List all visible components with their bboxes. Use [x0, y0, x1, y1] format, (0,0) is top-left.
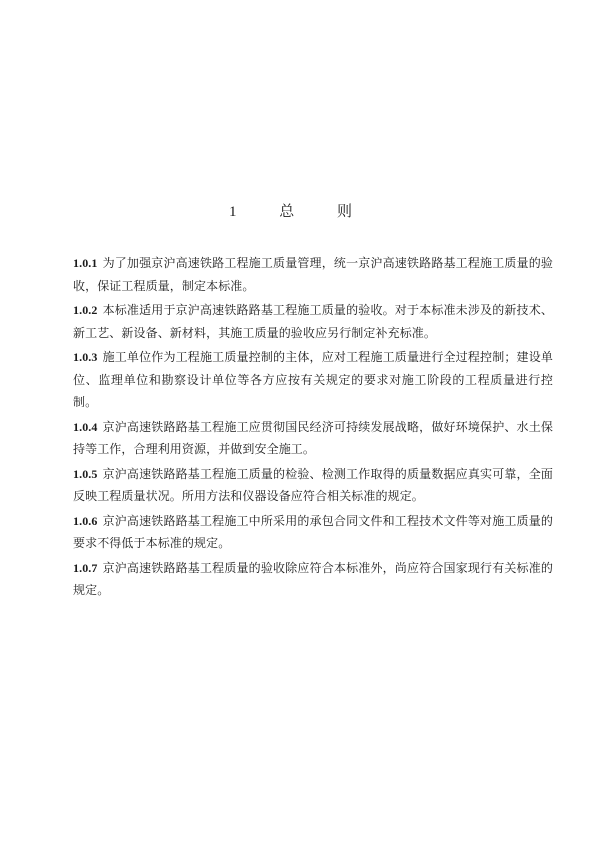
clause-1-0-5 [73, 463, 553, 508]
clause-1-0-7 [73, 557, 553, 602]
clause-text: 施工单位作为工程施工质量控制的主体，应对工程施工质量进行全过程控制；建设单位、监理单位和勘察设计单位等各方应按有关规定的要求对施工阶段的工程质量进行控制。 [73, 350, 553, 409]
chapter-title-char-1: 总 [279, 202, 296, 220]
clause-1-0-6 [73, 510, 553, 555]
clause-text: 京沪高速铁路路基工程质量的验收除应符合本标准外，尚应符合国家现行有关标准的规定。 [73, 560, 553, 597]
clause-number: 1.0.6 [73, 513, 98, 528]
clause-1-0-2 [73, 299, 553, 344]
clause-text: 京沪高速铁路路基工程施工中所采用的承包合同文件和工程技术文件等对施工质量的要求不得低于本标准的规定。 [73, 513, 553, 550]
clause-number: 1.0.3 [73, 350, 98, 364]
clause-list [73, 252, 553, 604]
clause-text: 本标准适用于京沪高速铁路路基工程施工质量的验收。对于本标准未涉及的新技术、新工艺、新设备、新材料，其施工质量的验收应另行制定补充标准。 [73, 303, 553, 340]
chapter-title-char-2: 则 [337, 202, 354, 220]
chapter-number: 1 [228, 204, 238, 220]
clause-text: 京沪高速铁路路基工程施工质量的检验、检测工作取得的质量数据应真实可靠，全面反映工程质量状况。所用方法和仪器设备应符合相关标准的规定。 [73, 466, 553, 503]
clause-number: 1.0.4 [73, 419, 98, 434]
clause-number: 1.0.1 [73, 256, 98, 270]
chapter-heading [0, 200, 600, 221]
clause-1-0-1 [73, 252, 553, 297]
clause-text: 京沪高速铁路路基工程施工应贯彻国民经济可持续发展战略，做好环境保护、水土保持等工作，合理利用资源，并做到安全施工。 [73, 419, 553, 456]
clause-1-0-4 [73, 416, 553, 461]
clause-1-0-3 [73, 346, 553, 414]
clause-number: 1.0.7 [73, 560, 98, 575]
clause-number: 1.0.5 [73, 466, 98, 481]
clause-text: 为了加强京沪高速铁路工程施工质量管理，统一京沪高速铁路路基工程施工质量的验收，保证工程质量，制定本标准。 [73, 256, 553, 293]
clause-number: 1.0.2 [73, 303, 98, 317]
